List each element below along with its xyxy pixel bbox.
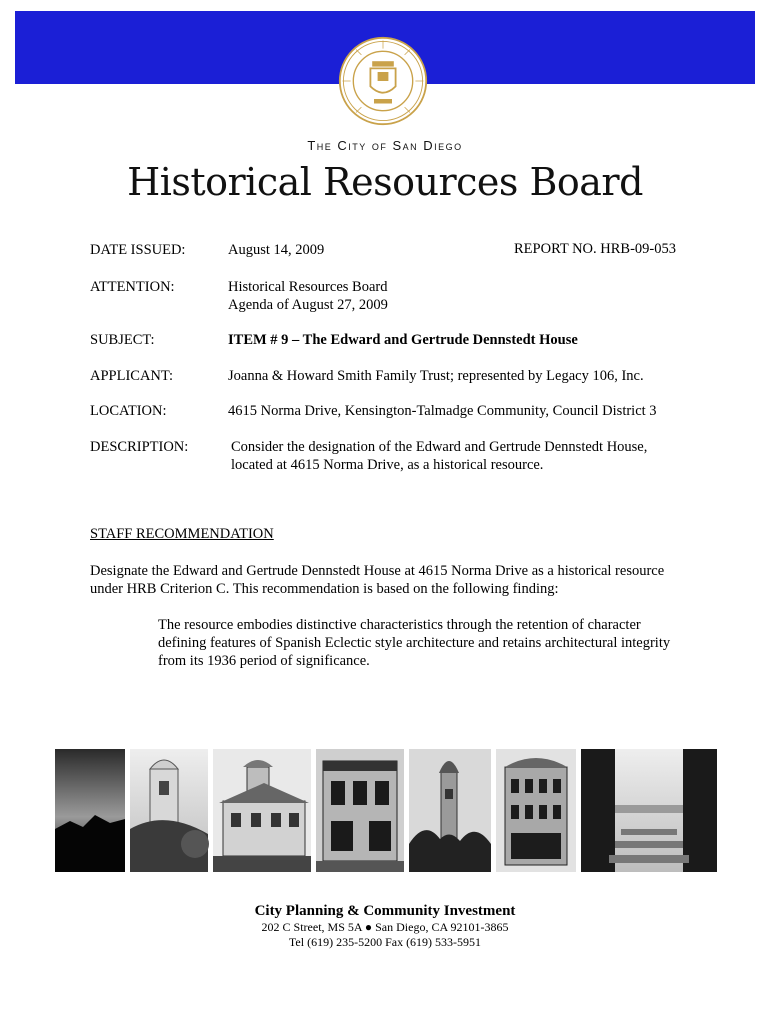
department-name: City Planning & Community Investment <box>254 903 516 919</box>
attention-line-1: Historical Resources Board <box>228 279 388 295</box>
date-label: DATE ISSUED: <box>90 242 186 258</box>
report-number: REPORT NO. HRB-09-053 <box>514 241 676 257</box>
photo-mission <box>130 749 209 872</box>
department-phone: Tel (619) 235-5200 Fax (619) 533-5951 <box>288 935 482 949</box>
location-value: 4615 Norma Drive, Kensington-Talmadge Community, Council District 3 <box>228 403 657 419</box>
recommendation-paragraph: Designate the Edward and Gertrude Dennstedt House at 4615 Norma Drive as a historical resource under HRB Criterion C. This recommendation is based on the following finding: <box>90 563 665 597</box>
location-label: LOCATION: <box>90 403 167 419</box>
photo-victorian-house <box>213 749 311 872</box>
photo-coastal-steps <box>581 749 717 872</box>
attention-label: ATTENTION: <box>90 279 175 295</box>
subject-value: ITEM # 9 – The Edward and Gertrude Dennstedt House <box>228 332 578 348</box>
attention-line-2: Agenda of August 27, 2009 <box>228 297 388 313</box>
description-line-1: Consider the designation of the Edward and Gertrude Dennstedt House, <box>231 439 648 455</box>
department-address: 202 C Street, MS 5A ● San Diego, CA 92101-3865 <box>261 920 509 934</box>
photo-ornate-building <box>496 749 576 872</box>
applicant-label: APPLICANT: <box>90 368 174 384</box>
city-seal-icon <box>338 36 428 126</box>
photo-landscape <box>55 749 125 872</box>
photo-storefront <box>316 749 404 872</box>
photo-tower <box>409 749 491 872</box>
subject-label: SUBJECT: <box>90 332 155 348</box>
page-title: Historical Resources Board <box>127 160 643 204</box>
date-value: August 14, 2009 <box>228 242 325 258</box>
city-name: The City of San Diego <box>307 138 463 153</box>
description-line-2: located at 4615 Norma Drive, as a historical resource. <box>231 457 544 473</box>
historic-photo-strip <box>55 749 717 872</box>
description-label: DESCRIPTION: <box>90 439 189 455</box>
finding-paragraph: The resource embodies distinctive characteristics through the retention of character defining features of Spanish Eclectic style architecture and retains architectural integrity from its 1936 period of significance. <box>158 617 671 669</box>
footer <box>0 902 770 950</box>
section-heading: STAFF RECOMMENDATION <box>90 526 274 542</box>
applicant-value: Joanna & Howard Smith Family Trust; represented by Legacy 106, Inc. <box>228 368 644 384</box>
